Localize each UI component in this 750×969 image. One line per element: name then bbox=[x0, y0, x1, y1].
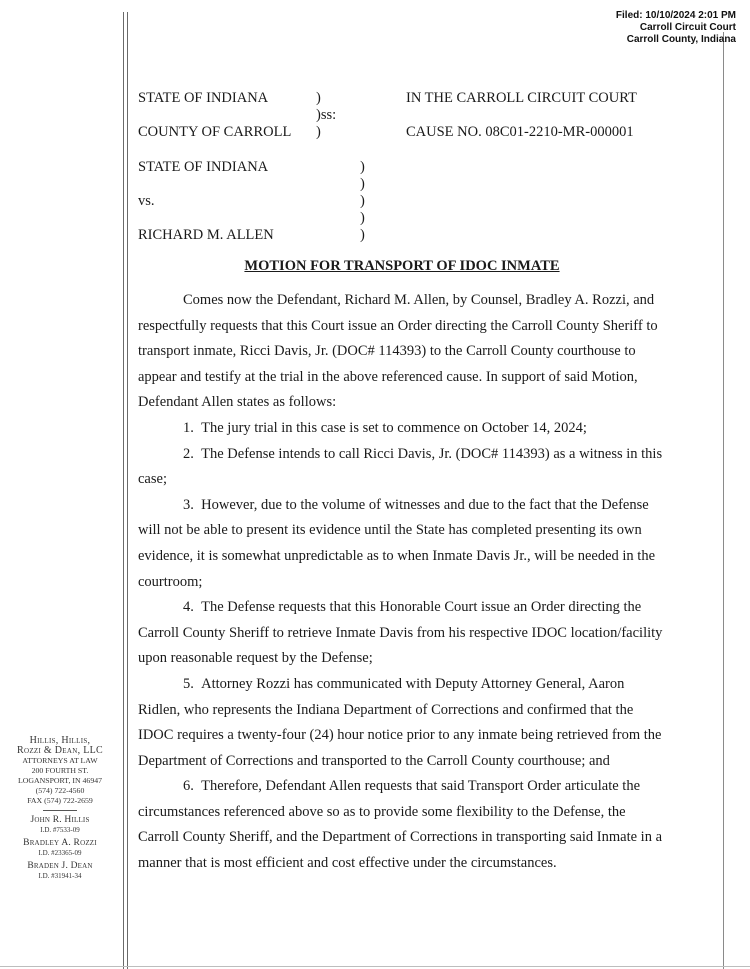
filed-county: Carroll County, Indiana bbox=[626, 34, 736, 45]
firm-name-line1: Hillis, Hillis, bbox=[29, 735, 91, 746]
caption-paren: ) bbox=[360, 176, 365, 192]
motion-title: MOTION FOR TRANSPORT OF IDOC INMATE bbox=[244, 258, 560, 274]
intro-paragraph: Comes now the Defendant, Richard M. Allen, by Counsel, Bradley A. Rozzi, and respectfully requests that this Court issue an Order directing the Carroll County Sheriff to transport inmate, Ricci Davis, Jr. (DOC# 114393) to the Carroll County courthouse to appear and testify at the trial in the above referenced cause. In support of said Motion, Defendant Allen states as follows: bbox=[138, 292, 658, 411]
firm-role: ATTORNEYS AT LAW bbox=[22, 756, 98, 765]
caption-paren: ) bbox=[360, 193, 365, 209]
numbered-item: 4. The Defense requests that this Honorable Court issue an Order directing the Carroll County Sheriff to retrieve Inmate Davis from his respective IDOC location/facility upon reasonable request by the Defense; bbox=[138, 599, 663, 667]
filed-court: Carroll Circuit Court bbox=[639, 22, 736, 33]
attorney-id: I.D. #7533-09 bbox=[40, 826, 80, 834]
filed-stamp bbox=[616, 10, 736, 46]
firm-city: LOGANSPORT, IN 46947 bbox=[17, 776, 103, 785]
cause-number: CAUSE NO. 08C01-2210-MR-000001 bbox=[406, 124, 634, 140]
caption-paren: ) bbox=[316, 124, 321, 140]
court-name: IN THE CARROLL CIRCUIT COURT bbox=[406, 90, 637, 106]
attorney-name: John R. Hillis bbox=[30, 815, 90, 825]
caption-county: COUNTY OF CARROLL bbox=[138, 124, 292, 140]
attorney-name: Braden J. Dean bbox=[27, 861, 93, 871]
numbered-item: 1. The jury trial in this case is set to commence on October 14, 2024; bbox=[183, 419, 587, 436]
motion-body bbox=[138, 288, 666, 877]
versus: vs. bbox=[138, 193, 155, 209]
caption-paren: ) bbox=[360, 159, 365, 175]
numbered-item: 6. Therefore, Defendant Allen requests that said Transport Order articulate the circumstances referenced above so as to provide some flexibility to the Defense, the Carroll County Sheriff, and the Department of Corrections in transporting said Inmate in a manner that is most efficient and cost effective under the circumstances. bbox=[138, 778, 663, 872]
right-margin-rule bbox=[723, 32, 724, 969]
page-bottom-edge bbox=[0, 966, 750, 967]
attorney-name: Bradley A. Rozzi bbox=[23, 838, 97, 848]
caption-paren: ) bbox=[316, 90, 321, 106]
caption-ss: )ss: bbox=[316, 107, 337, 123]
left-margin-rule-inner bbox=[127, 12, 128, 969]
filed-date: Filed: 10/10/2024 2:01 PM bbox=[615, 10, 736, 21]
numbered-item: 2. The Defense intends to call Ricci Davis, Jr. (DOC# 114393) as a witness in this case; bbox=[138, 445, 663, 488]
firm-phone: (574) 722-4560 bbox=[35, 786, 85, 795]
attorney-id: I.D. #23365-09 bbox=[38, 849, 82, 857]
left-margin-rule bbox=[123, 12, 124, 969]
numbered-item: 3. However, due to the volume of witnesses and due to the fact that the Defense will not be able to present its evidence until the State has completed presenting its own evidence, it is somewhat unpredictable as to when Inmate Davis Jr., will be needed in the courtroom; bbox=[138, 496, 656, 590]
caption-paren: ) bbox=[360, 227, 365, 243]
caption-paren: ) bbox=[360, 210, 365, 226]
attorney-id: I.D. #31941-34 bbox=[38, 872, 82, 880]
defendant-name: RICHARD M. ALLEN bbox=[138, 227, 274, 243]
firm-name-line2: Rozzi & Dean, LLC bbox=[17, 745, 103, 756]
law-firm-block bbox=[4, 736, 116, 881]
plaintiff-name: STATE OF INDIANA bbox=[138, 159, 269, 175]
numbered-item: 5. Attorney Rozzi has communicated with Deputy Attorney General, Aaron Ridlen, who represents the Indiana Department of Corrections and confirmed that the IDOC requires a twenty-four (24) hour notice prior to any inmate being retrieved from the Department of Corrections and transported to the Carroll County courthouse; and bbox=[138, 675, 662, 769]
firm-street: 200 FOURTH ST. bbox=[31, 766, 89, 775]
caption-state: STATE OF INDIANA bbox=[138, 90, 269, 106]
firm-separator bbox=[43, 810, 77, 811]
firm-fax: FAX (574) 722-2659 bbox=[27, 796, 93, 805]
